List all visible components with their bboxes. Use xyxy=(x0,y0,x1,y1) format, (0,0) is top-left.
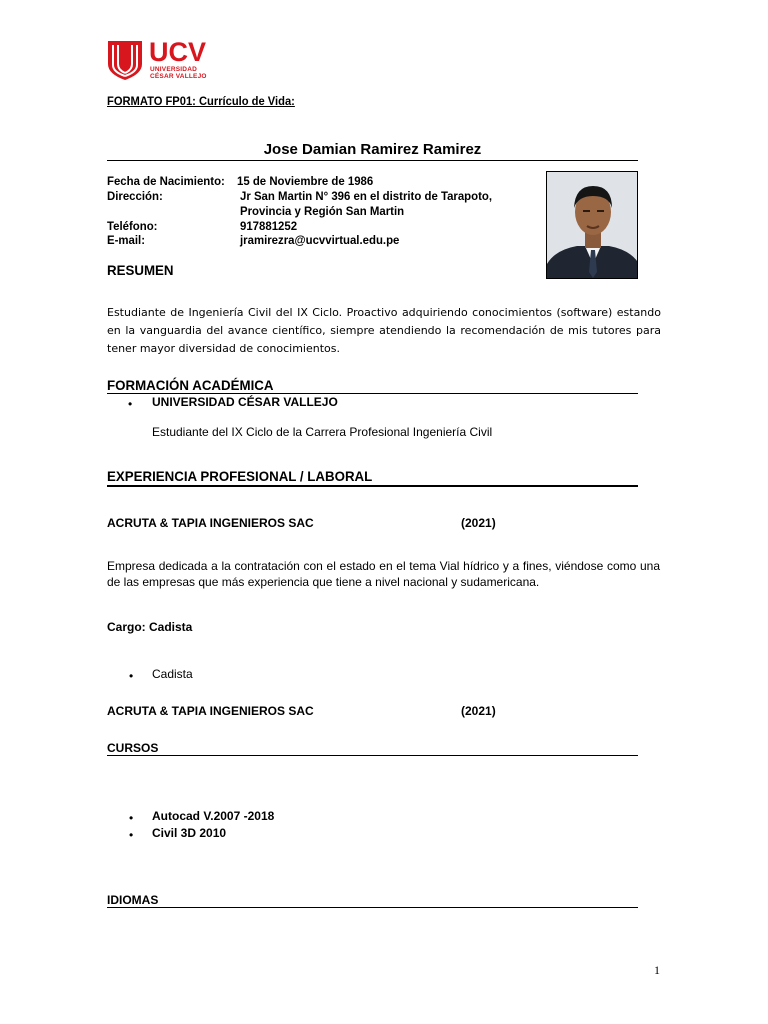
form-title: FORMATO FP01: Currículo de Vida: xyxy=(107,94,295,108)
phone-value: 917881252 xyxy=(240,219,298,233)
resumen-title: RESUMEN xyxy=(107,262,174,278)
person-portrait-icon xyxy=(547,172,638,279)
cursos-rule xyxy=(107,755,638,756)
profile-photo xyxy=(546,171,638,279)
address-line-2: Provincia y Región San Martin xyxy=(240,204,405,218)
cargo-bullet: • xyxy=(129,669,134,683)
logo-brand: UCV xyxy=(149,37,207,67)
formacion-title: FORMACIÓN ACADÉMICA xyxy=(107,377,274,393)
logo-line-2: CÉSAR VALLEJO xyxy=(150,73,207,80)
birth-label: Fecha de Nacimiento: xyxy=(107,174,225,188)
formacion-rule xyxy=(107,393,638,394)
ucv-shield-icon xyxy=(107,40,143,81)
birth-value: 15 de Noviembre de 1986 xyxy=(237,174,374,188)
logo-line-1: UNIVERSIDAD xyxy=(150,66,197,73)
company-1: ACRUTA & TAPIA INGENIEROS SAC xyxy=(107,516,314,530)
curso-bullet-1: • xyxy=(129,811,134,825)
curso-item: Civil 3D 2010 xyxy=(152,826,227,840)
formacion-bullet: • xyxy=(128,397,133,411)
experiencia-title: EXPERIENCIA PROFESIONAL / LABORAL xyxy=(107,468,373,484)
page-number: 1 xyxy=(654,963,660,977)
name-divider xyxy=(107,160,638,161)
company-2: ACRUTA & TAPIA INGENIEROS SAC xyxy=(107,704,314,718)
address-line-1: Jr San Martin N° 396 en el distrito de Tarapoto, xyxy=(240,189,493,203)
cargo-label: Cargo: Cadista xyxy=(107,620,193,634)
cargo-bullet-text: Cadista xyxy=(152,667,193,681)
experiencia-rule xyxy=(107,485,638,487)
address-label: Dirección: xyxy=(107,189,163,203)
idiomas-title: IDIOMAS xyxy=(107,893,159,907)
company-2-year: (2021) xyxy=(461,704,496,718)
company-1-year: (2021) xyxy=(461,516,496,530)
curso-bullet-2: • xyxy=(129,828,134,842)
email-label: E-mail: xyxy=(107,233,146,247)
formacion-detail: Estudiante del IX Ciclo de la Carrera Profesional Ingeniería Civil xyxy=(152,425,493,439)
institution-name: UNIVERSIDAD CÉSAR VALLEJO xyxy=(152,395,338,409)
ucv-logo xyxy=(107,37,207,82)
company-description: Empresa dedicada a la contratación con el estado en el tema Vial hídrico y a fines, viéndose como una de las empresas que más experiencia que tiene a nivel nacional y sudamericana. xyxy=(107,559,660,589)
phone-label: Teléfono: xyxy=(107,219,158,233)
idiomas-rule xyxy=(107,907,638,908)
candidate-name: Jose Damian Ramirez Ramirez xyxy=(263,141,482,158)
cursos-title: CURSOS xyxy=(107,741,159,755)
resumen-text: Estudiante de Ingeniería Civil del IX Ciclo. Proactivo adquiriendo conocimientos (software) estando en la vanguardia del avance científico, siempre atendiendo la recomendación de mis tutores para tener mayor diversidad de conocimientos. xyxy=(107,306,661,355)
curso-item: Autocad V.2007 -2018 xyxy=(152,809,275,823)
email-value: jramirezra@ucvvirtual.edu.pe xyxy=(240,233,400,247)
